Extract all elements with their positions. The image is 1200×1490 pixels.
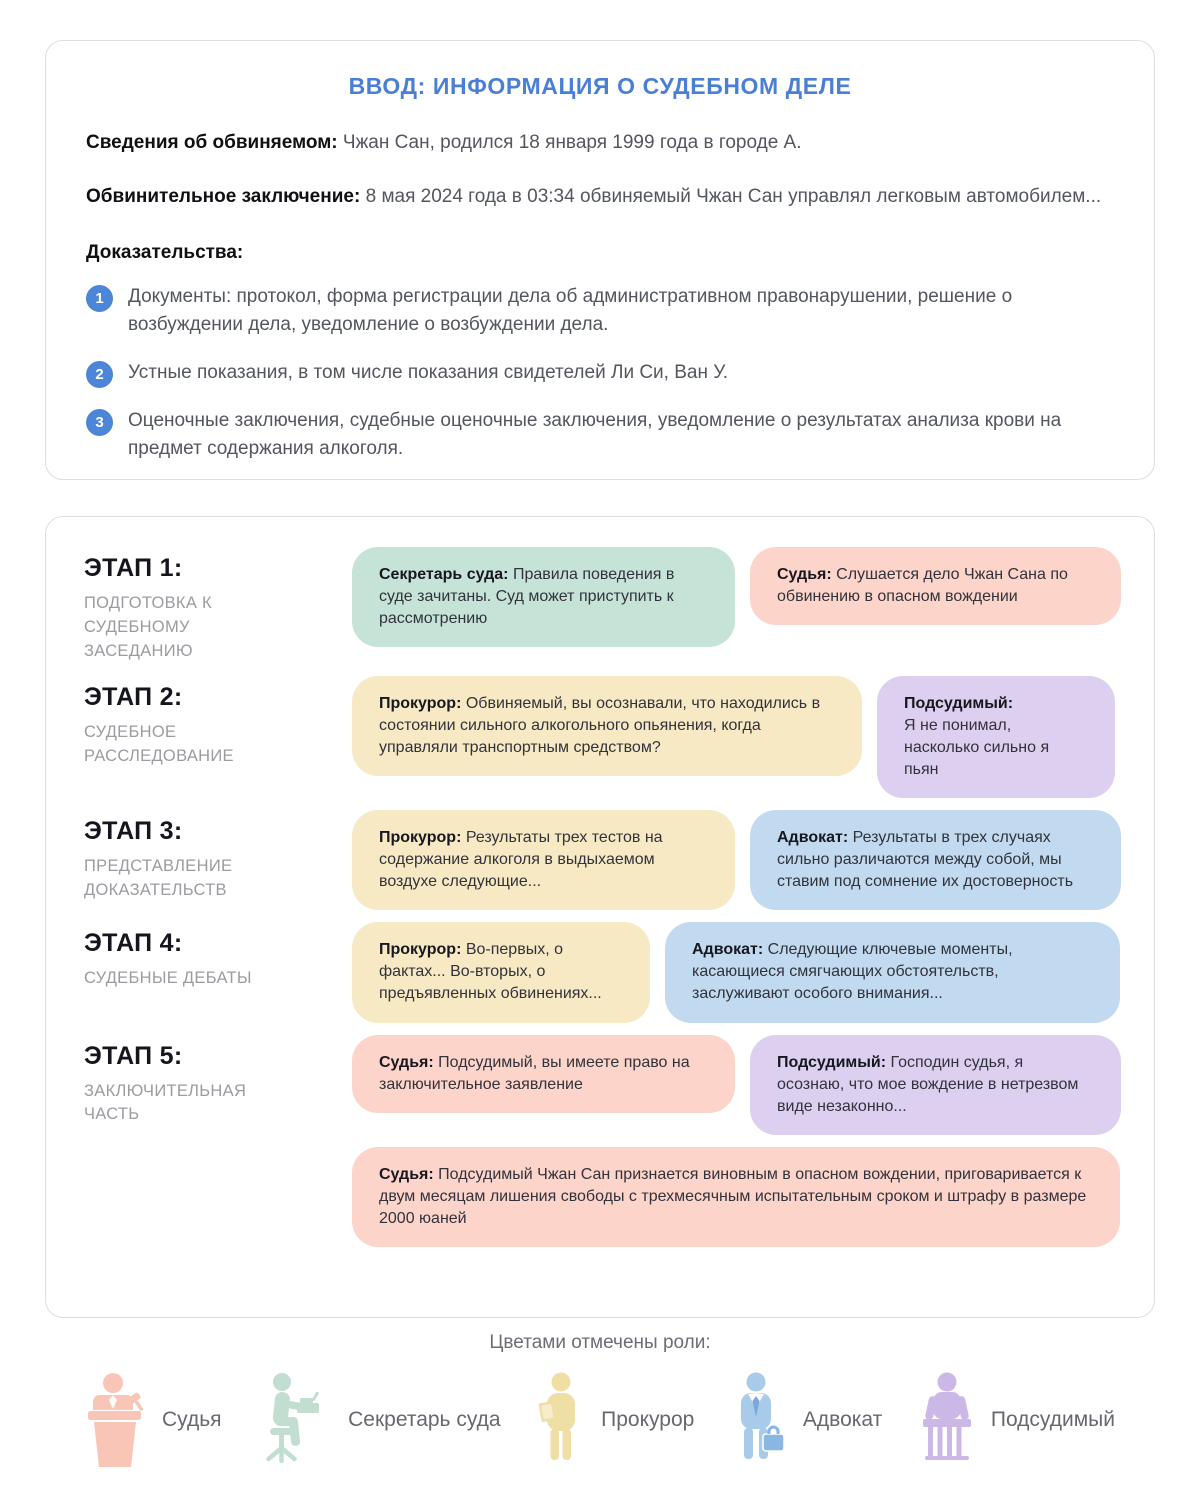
bubble-text: Подсудимый, вы имеете право на заключительное заявление xyxy=(379,1053,690,1093)
bubble-text: Следующие ключевые моменты, касающиеся смягчающих обстоятельств, заслуживают особого внимания... xyxy=(692,941,1013,1003)
bubble-text: Результаты трех тестов на содержание алкоголя в выдыхаемом воздухе следующие... xyxy=(379,829,663,891)
field-text: 8 мая 2024 года в 03:34 обвиняемый Чжан Сан управлял легковым автомобилем... xyxy=(365,186,1102,208)
bubble-role: Подсудимый: xyxy=(904,694,1014,712)
speech-bubble-judge xyxy=(750,547,1121,625)
lawyer-icon xyxy=(732,1372,786,1467)
legend-item-prosecutor xyxy=(538,1372,694,1467)
speech-bubble-prosecutor xyxy=(352,676,862,776)
legend-item-judge xyxy=(85,1372,222,1467)
stage-subtitle: ПОДГОТОВКА К СУДЕБНОМУ ЗАСЕДАНИЮ xyxy=(84,594,212,660)
defendant-info-field xyxy=(86,128,1114,157)
bubble-text: Подсудимый Чжан Сан признается виновным в опасном вождении, приговаривается к двум месяцам лишения свободы с трехмесячным испытательным сроком и штрафу в размере 2000 юаней xyxy=(379,1165,1087,1227)
stage-title: ЭТАП 1: xyxy=(84,554,183,582)
stage-row-4 xyxy=(84,922,1120,1022)
speech-bubble-defendant xyxy=(750,1035,1121,1135)
legend-label: Подсудимый xyxy=(990,1407,1115,1431)
speech-bubble-prosecutor xyxy=(352,922,650,1022)
legend xyxy=(85,1372,1115,1467)
evidence-item xyxy=(86,407,1114,464)
stage-label xyxy=(84,810,352,910)
number-badge: 2 xyxy=(86,361,113,388)
legend-item-clerk xyxy=(259,1372,500,1467)
legend-label: Адвокат xyxy=(802,1407,883,1431)
bubble-text: Во-первых, о фактах... Во-вторых, о предъявленных обвинениях... xyxy=(379,941,602,1003)
bubble-text: Слушается дело Чжан Сана по обвинению в опасном вождении xyxy=(777,566,1068,606)
legend-label: Судья xyxy=(162,1407,222,1431)
defendant-icon xyxy=(920,1372,974,1467)
legend-item-defendant xyxy=(920,1372,1115,1467)
field-label: Обвинительное заключение: xyxy=(86,186,361,208)
stage-title: ЭТАП 2: xyxy=(84,682,183,711)
evidence-text: Устные показания, в том числе показания свидетелей Ли Си, Ван У. xyxy=(128,361,729,383)
number-badge: 1 xyxy=(86,285,113,312)
judge-icon xyxy=(85,1372,145,1467)
intro-title: ВВОД: ИНФОРМАЦИЯ О СУДЕБНОМ ДЕЛЕ xyxy=(348,73,852,99)
trial-stages-card xyxy=(45,516,1155,1318)
bubble-text: Результаты в трех случаях сильно различаются между собой, мы ставим под сомнение их достоверность xyxy=(777,829,1074,891)
stage-label xyxy=(84,1035,352,1135)
evidence-text: Оценочные заключения, судебные оценочные заключения, уведомление о результатах анализа крови на предмет содержания алкоголя. xyxy=(128,409,1062,460)
number-badge: 3 xyxy=(86,409,113,436)
field-label: Сведения об обвиняемом: xyxy=(86,132,338,153)
speech-bubble-judge xyxy=(352,1035,735,1113)
stage-title: ЭТАП 3: xyxy=(84,817,183,846)
bubble-role: Адвокат: xyxy=(692,941,764,959)
legend-label: Секретарь суда xyxy=(348,1407,501,1431)
evidence-text: Документы: протокол, форма регистрации дела об административном правонарушении, решение о возбуждении дела, уведомление о возбуждении дела. xyxy=(128,285,1013,336)
bubble-role: Секретарь суда: xyxy=(379,566,509,583)
stage-subtitle: СУДЕБНЫЕ ДЕБАТЫ xyxy=(84,969,252,988)
bubble-role: Подсудимый: xyxy=(777,1053,887,1071)
speech-bubble-lawyer xyxy=(665,922,1120,1022)
speech-bubble-lawyer xyxy=(750,810,1121,910)
legend-item-lawyer xyxy=(732,1372,882,1467)
stage-subtitle: ЗАКЛЮЧИТЕЛЬНАЯ ЧАСТЬ xyxy=(84,1081,247,1124)
bubble-role: Судья: xyxy=(379,1165,434,1183)
stage-row-2 xyxy=(84,676,1120,798)
stage-label xyxy=(84,547,352,664)
prosecutor-icon xyxy=(538,1372,584,1467)
bubble-role: Адвокат: xyxy=(777,829,849,847)
bubble-text: Я не понимал, насколько сильно я пьян xyxy=(904,716,1050,778)
indictment-field xyxy=(86,182,1114,211)
stage-row-1 xyxy=(84,547,1120,664)
bubble-role: Прокурор: xyxy=(379,694,462,712)
stage-label xyxy=(84,676,352,798)
bubble-role: Прокурор: xyxy=(379,941,462,959)
stage-row-5 xyxy=(84,1035,1120,1135)
bubble-text: Господин судья, я осознаю, что мое вождение в нетрезвом виде незаконно... xyxy=(777,1053,1079,1115)
evidence-item xyxy=(86,283,1114,340)
speech-bubble-prosecutor xyxy=(352,810,735,910)
stage-title: ЭТАП 5: xyxy=(84,1041,183,1070)
legend-title: Цветами отмечены роли: xyxy=(489,1332,711,1353)
bubble-role: Прокурор: xyxy=(379,829,462,847)
bubble-role: Судья: xyxy=(777,566,832,583)
bubble-text: Правила поведения в суде зачитаны. Суд может приступить к рассмотрению xyxy=(379,566,675,628)
verdict-row xyxy=(84,1147,1120,1247)
speech-bubble-judge-verdict xyxy=(352,1147,1120,1247)
stage-row-3 xyxy=(84,810,1120,910)
stage-subtitle: СУДЕБНОЕ РАССЛЕДОВАНИЕ xyxy=(84,722,234,765)
case-info-card xyxy=(45,40,1155,480)
stage-subtitle: ПРЕДСТАВЛЕНИЕ ДОКАЗАТЕЛЬСТВ xyxy=(84,857,233,899)
bubble-role: Судья: xyxy=(379,1053,434,1071)
stage-label xyxy=(84,922,352,1022)
speech-bubble-clerk xyxy=(352,547,735,647)
speech-bubble-defendant xyxy=(877,676,1115,798)
evidence-title: Доказательства: xyxy=(86,241,244,263)
stage-title: ЭТАП 4: xyxy=(84,929,183,958)
evidence-item xyxy=(86,359,1114,388)
field-text: Чжан Сан, родился 18 января 1999 года в городе А. xyxy=(342,132,802,153)
bubble-text: Обвиняемый, вы осознавали, что находились в состоянии сильного алкогольного опьянения, когда управляли транспортным средством? xyxy=(379,694,821,756)
court-clerk-icon xyxy=(259,1372,331,1467)
legend-label: Прокурор xyxy=(601,1407,695,1431)
